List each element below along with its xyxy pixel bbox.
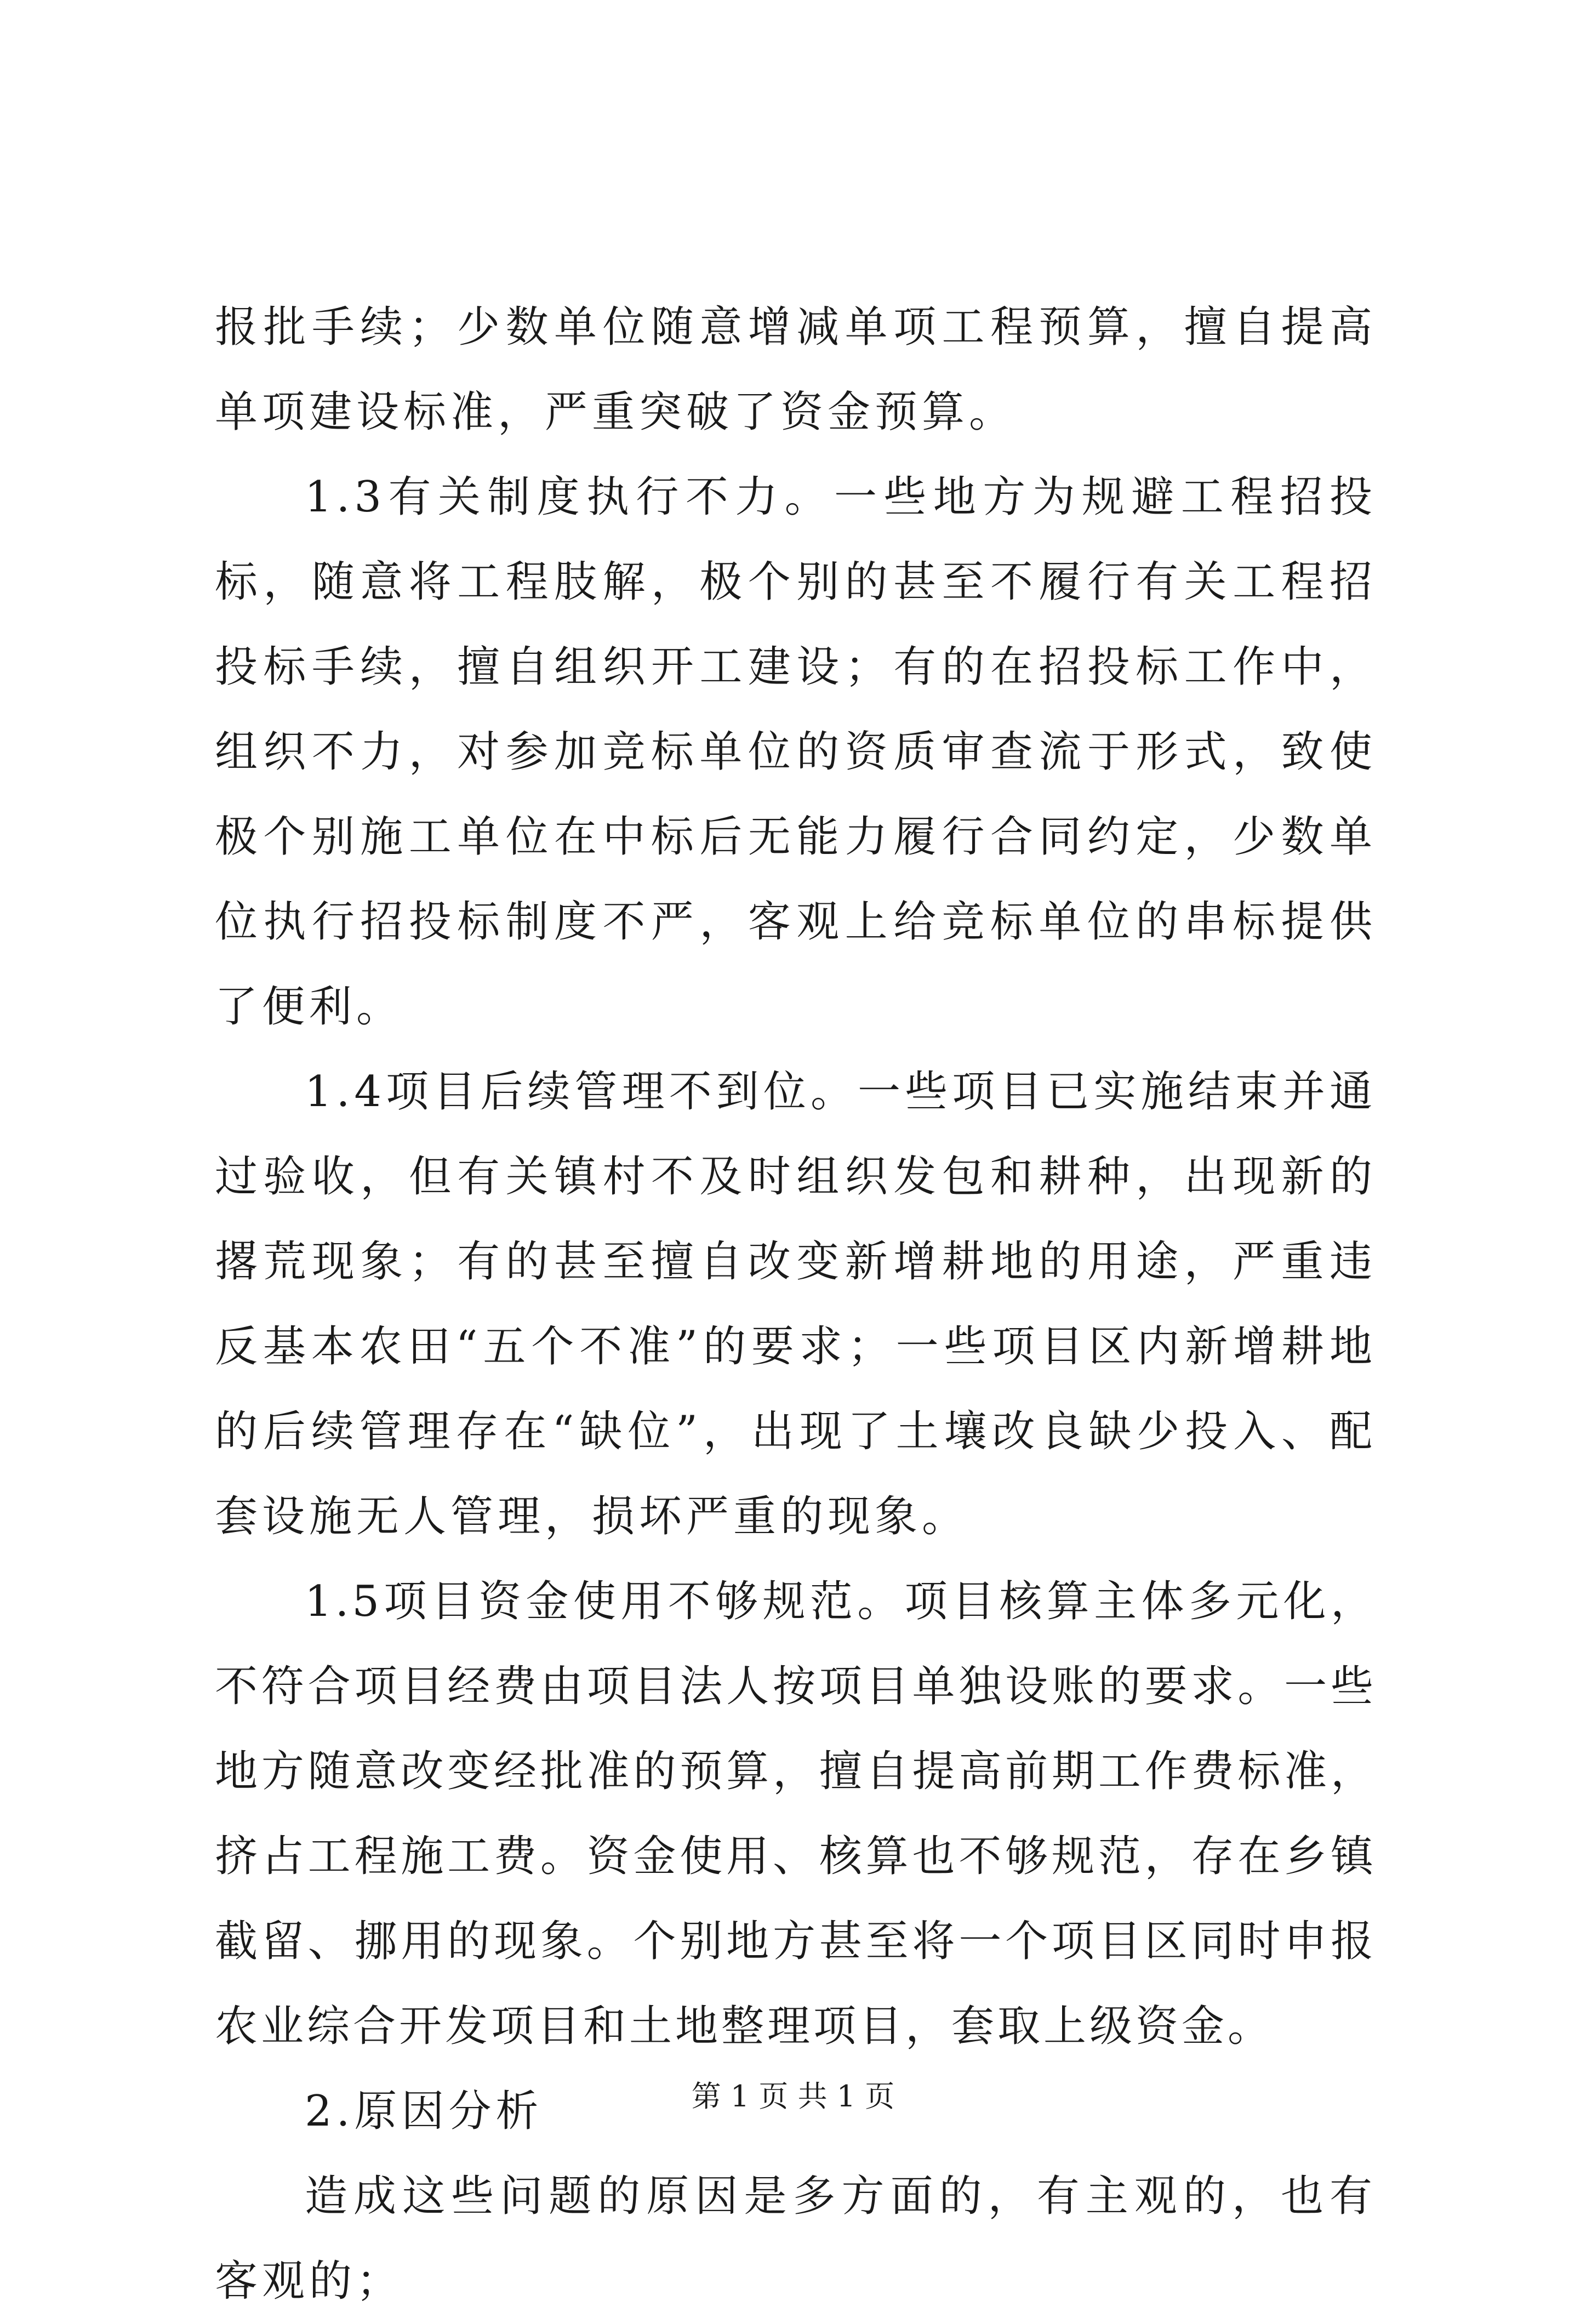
paragraph-1-3: 1.3有关制度执行不力。一些地方为规避工程招投标，随意将工程肢解，极个别的甚至不履行有关工程招投标手续，擅自组织开工建设；有的在招投标工作中，组织不力，对参加竞标单位的资质审查流于形式，致使极个别施工单位在中标后无能力履行合同约定，少数单位执行招投标制度不严，客观上给竞标单位的串标提供了便利。 <box>215 472 1377 1032</box>
page-number-footer: 第 1 页 共 1 页 <box>691 2079 895 2114</box>
section-heading-cause-analysis: 2.原因分析 <box>305 2087 543 2136</box>
paragraph-cause-intro: 造成这些问题的原因是多方面的，有主观的，也有客观的； <box>215 2172 1377 2306</box>
paragraph-1-5: 1.5项目资金使用不够规范。项目核算主体多元化，不符合项目经费由项目法人按项目单独设账的要求。一些地方随意改变经批准的预算，擅自提高前期工作费标准，挤占工程施工费。资金使用、核算也不够规范，存在乡镇截留、挪用的现象。个别地方甚至将一个项目区同时申报农业综合开发项目和土地整理项目，套取上级资金。 <box>215 1577 1377 2051</box>
document-body <box>215 285 1377 2324</box>
paragraph-continuation: 报批手续；少数单位随意增减单项工程预算，擅自提高单项建设标准，严重突破了资金预算。 <box>215 303 1377 437</box>
paragraph-1-4: 1.4项目后续管理不到位。一些项目已实施结束并通过验收，但有关镇村不及时组织发包和耕种，出现新的撂荒现象；有的甚至擅自改变新增耕地的用途，严重违反基本农田“五个不准”的要求；一些项目区内新增耕地的后续管理存在“缺位”，出现了土壤改良缺少投入、配套设施无人管理，损坏严重的现象。 <box>215 1067 1377 1541</box>
